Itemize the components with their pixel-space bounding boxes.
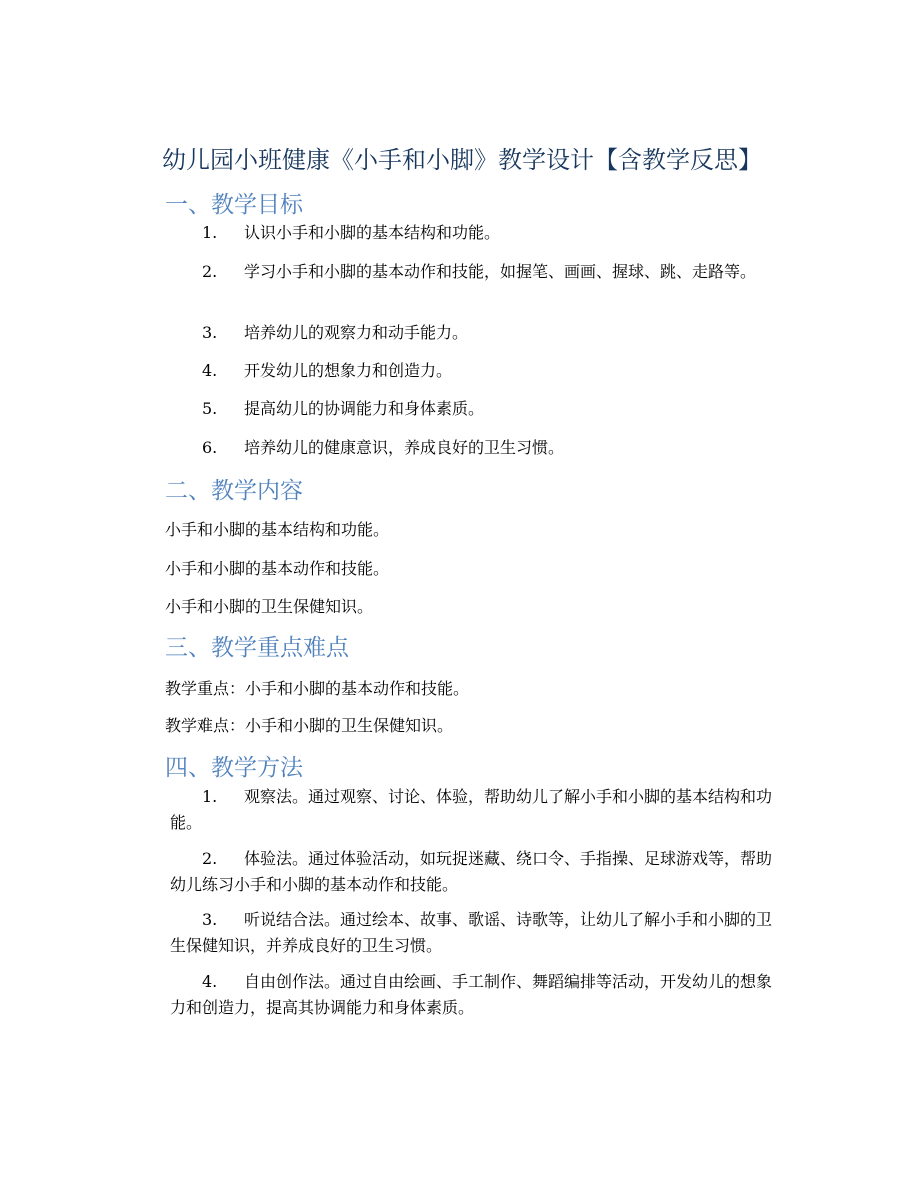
list-item: [170, 435, 786, 461]
list-item: [170, 784, 786, 836]
list-text: 听说结合法。通过绘本、故事、歌谣、诗歌等，让幼儿了解小手和小脚的卫生保健知识，并养成良好的卫生习惯。: [170, 910, 773, 955]
section-heading-content: 二、教学内容: [165, 478, 303, 504]
paragraph: 教学难点：小手和小脚的卫生保健知识。: [165, 716, 454, 735]
list-number: 1.: [202, 787, 218, 806]
list-number: 4.: [202, 972, 218, 991]
list-number: 3.: [202, 323, 218, 342]
list-text: 体验法。通过体验活动，如玩捉迷藏、绕口令、手指操、足球游戏等，帮助幼儿练习小手和小脚的基本动作和技能。: [170, 849, 773, 894]
list-item: [170, 846, 786, 898]
list-number: 2.: [202, 262, 218, 281]
list-text: 提高幼儿的协调能力和身体素质。: [244, 399, 485, 418]
list-item: [170, 969, 786, 1021]
paragraph: 小手和小脚的基本结构和功能。: [165, 520, 390, 539]
list-text: 培养幼儿的健康意识，养成良好的卫生习惯。: [244, 438, 565, 457]
section-heading-key-points: 三、教学重点难点: [165, 635, 349, 661]
list-text: 学习小手和小脚的基本动作和技能，如握笔、画画、握球、跳、走路等。: [244, 262, 757, 281]
document-title: 幼儿园小班健康《小手和小脚》教学设计【含教学反思】: [162, 146, 762, 174]
list-text: 自由创作法。通过自由绘画、手工制作、舞蹈编排等活动，开发幼儿的想象力和创造力，提高其协调能力和身体素质。: [170, 972, 773, 1017]
list-item: [170, 358, 786, 384]
list-number: 3.: [202, 910, 218, 929]
list-text: 开发幼儿的想象力和创造力。: [244, 361, 453, 380]
paragraph: 教学重点：小手和小脚的基本动作和技能。: [165, 679, 470, 698]
list-number: 6.: [202, 438, 218, 457]
list-item: [170, 907, 786, 959]
list-item: [170, 259, 786, 285]
list-text: 培养幼儿的观察力和动手能力。: [244, 323, 469, 342]
list-number: 2.: [202, 849, 218, 868]
list-item: [170, 396, 786, 422]
list-number: 5.: [202, 399, 218, 418]
paragraph: 小手和小脚的基本动作和技能。: [165, 559, 390, 578]
paragraph: 小手和小脚的卫生保健知识。: [165, 597, 374, 616]
list-item: [170, 220, 786, 246]
section-heading-methods: 四、教学方法: [165, 755, 303, 781]
section-heading-objectives: 一、教学目标: [165, 192, 303, 218]
list-item: [170, 320, 786, 346]
list-text: 观察法。通过观察、讨论、体验，帮助幼儿了解小手和小脚的基本结构和功能。: [170, 787, 773, 832]
list-number: 1.: [202, 223, 218, 242]
list-number: 4.: [202, 361, 218, 380]
list-text: 认识小手和小脚的基本结构和功能。: [244, 223, 501, 242]
